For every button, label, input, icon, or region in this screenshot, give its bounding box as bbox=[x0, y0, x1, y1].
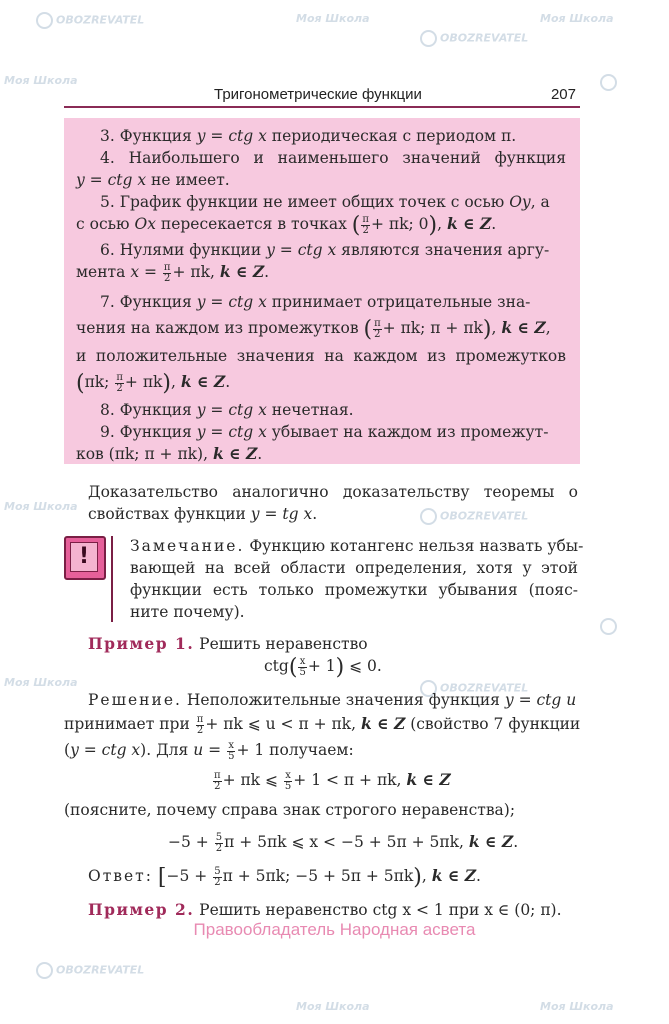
watermark bbox=[600, 618, 620, 635]
copyright-footer: Правообладатель Народная асвета bbox=[193, 920, 476, 939]
chapter-title: Тригонометрические функции bbox=[214, 86, 422, 103]
example-1-inequality: ctg( $\frac{x}{5}$ + 1) ⩽ 0. bbox=[264, 655, 382, 680]
property-7-line-3: и положительные значения на каждом из промежутков bbox=[76, 347, 566, 365]
fraction-5-over-2: $\frac{5}{2}$ bbox=[215, 831, 223, 854]
note-line-1: Замечание. Функцию котангенс нельзя назвать убы- bbox=[130, 537, 584, 555]
property-4-line-1: 4. Наибольшего и наименьшего значений функция bbox=[100, 149, 566, 167]
proof-line-1: Доказательство аналогично доказательству теоремы о bbox=[88, 483, 578, 501]
watermark: Моя Школа bbox=[4, 676, 78, 689]
watermark: OBOZREVATEL bbox=[36, 962, 144, 979]
property-6-line-2: мента x = $\frac{\pi}{2}$ + πk, k ∈ Z. bbox=[76, 261, 270, 284]
watermark: Моя Школа bbox=[296, 12, 370, 25]
fraction-5-over-2: $\frac{5}{2}$ bbox=[214, 865, 221, 888]
watermark bbox=[600, 74, 620, 91]
property-7-line-4: (πk; $\frac{\pi}{2}$ + πk), k ∈ Z. bbox=[76, 371, 231, 396]
answer-line: Ответ: [−5 + $\frac{5}{2}$ π + 5πk; −5 + 5π + 5πk), k ∈ Z. bbox=[88, 865, 481, 890]
note-divider bbox=[111, 536, 113, 622]
example-2-heading: Пример 2. Решить неравенство ctg x < 1 при x ∈ (0; π). bbox=[88, 900, 562, 919]
watermark: Моя Школа bbox=[540, 12, 614, 25]
fraction-pi-over-2: $\frac{\pi}{2}$ bbox=[374, 317, 381, 340]
note-line-3: функции есть только промежутки убывания (пояс- bbox=[130, 581, 578, 599]
fraction-pi-over-2: $\frac{\pi}{2}$ bbox=[116, 371, 123, 394]
watermark-logo-icon bbox=[420, 30, 437, 47]
fraction-pi-over-2: $\frac{\pi}{2}$ bbox=[163, 261, 171, 284]
note-line-4: ните почему). bbox=[130, 603, 245, 621]
watermark: Моя Школа bbox=[4, 74, 78, 87]
property-8: 8. Функция y = ctg x нечетная. bbox=[100, 401, 354, 419]
watermark: OBOZREVATEL bbox=[420, 680, 528, 697]
property-7-line-1: 7. Функция y = ctg x принимает отрицательные зна- bbox=[100, 293, 531, 311]
property-3: 3. Функция y = ctg x периодическая с периодом π. bbox=[100, 127, 517, 145]
property-5-line-1: 5. График функции не имеет общих точек с осью Oy, а bbox=[100, 193, 550, 211]
solution-math-2: −5 + $\frac{5}{2}$ π + 5πk ⩽ x < −5 + 5π + 5πk, k ∈ Z. bbox=[168, 831, 519, 854]
watermark: Моя Школа bbox=[540, 1000, 614, 1013]
property-5-line-2: с осью Ox пересекается в точках ( $\frac{\pi}{2}$ + πk; 0), k ∈ Z. bbox=[76, 213, 497, 238]
fraction-pi-over-2: $\frac{\pi}{2}$ bbox=[214, 769, 221, 792]
watermark-logo-icon bbox=[36, 962, 53, 979]
page-number: 207 bbox=[550, 86, 576, 103]
note-line-2: вающей на всей области определения, хотя у этой bbox=[130, 559, 578, 577]
solution-line-3: (y = ctg x). Для u = $\frac{x}{5}$ + 1 получаем: bbox=[64, 739, 354, 762]
property-4-line-2: y = ctg x не имеет. bbox=[76, 171, 230, 189]
property-7-line-2: чения на каждом из промежутков ( $\frac{\pi}{2}$ + πk; π + πk), k ∈ Z, bbox=[76, 317, 551, 342]
watermark: OBOZREVATEL bbox=[420, 508, 528, 525]
solution-line-2: принимает при $\frac{\pi}{2}$ + πk ⩽ u < π + πk, k ∈ Z (свойство 7 функции bbox=[64, 713, 581, 736]
proof-line-2: свойствах функции y = tg x. bbox=[88, 505, 318, 523]
fraction-pi-over-2: $\frac{\pi}{2}$ bbox=[362, 213, 369, 236]
property-9-line-1: 9. Функция y = ctg x убывает на каждом из промежут- bbox=[100, 423, 549, 441]
watermark: OBOZREVATEL bbox=[420, 30, 528, 47]
watermark: Моя Школа bbox=[4, 500, 78, 513]
property-9-line-2: ков (πk; π + πk), k ∈ Z. bbox=[76, 444, 263, 463]
fraction-x-over-5: $\frac{x}{5}$ bbox=[284, 769, 292, 792]
watermark-logo-icon bbox=[600, 618, 617, 635]
example-1-heading: Пример 1. Решить неравенство bbox=[88, 634, 368, 653]
property-6-line-1: 6. Нулями функции y = ctg x являются значения аргу- bbox=[100, 241, 550, 259]
watermark-logo-icon bbox=[36, 12, 53, 29]
fraction-x-over-5: $\frac{x}{5}$ bbox=[299, 655, 306, 678]
watermark: Моя Школа bbox=[296, 1000, 370, 1013]
fraction-pi-over-2: $\frac{\pi}{2}$ bbox=[196, 713, 204, 736]
running-header bbox=[64, 84, 580, 108]
solution-math-1: $\frac{\pi}{2}$ + πk ⩽ $\frac{x}{5}$ + 1 < π + πk, k ∈ Z bbox=[214, 769, 451, 792]
fraction-x-over-5: $\frac{x}{5}$ bbox=[228, 739, 235, 762]
watermark-logo-icon bbox=[600, 74, 617, 91]
exclamation-icon: ! bbox=[64, 536, 106, 580]
solution-line-4: (поясните, почему справа знак строгого неравенства); bbox=[64, 801, 516, 819]
watermark: OBOZREVATEL bbox=[36, 12, 144, 29]
solution-line-1: Решение. Неположительные значения функция y = ctg u bbox=[88, 691, 577, 709]
